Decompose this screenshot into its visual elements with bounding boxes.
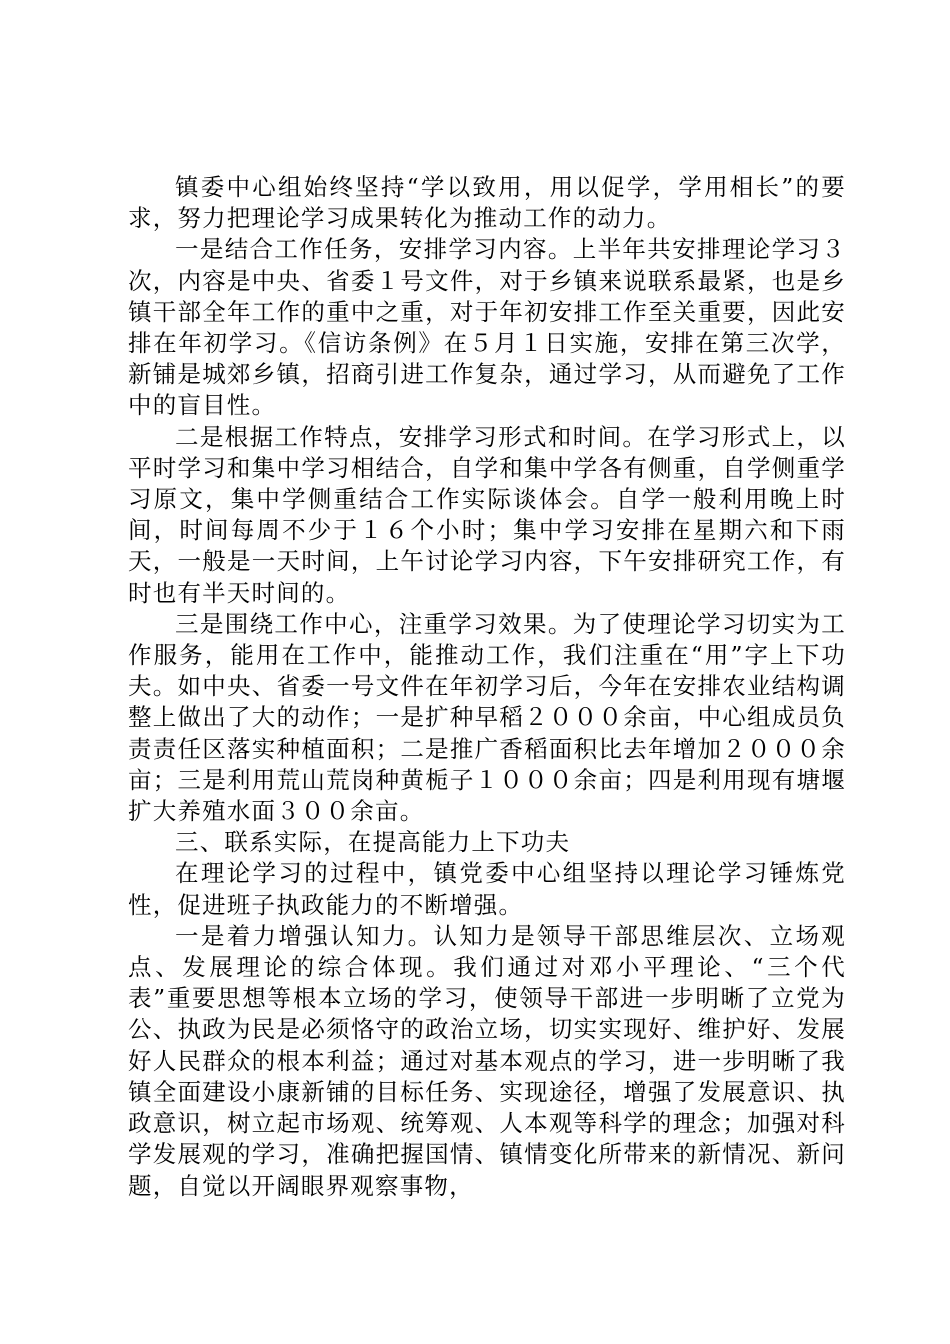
paragraph-intro: 镇委中心组始终坚持“学以致用，用以促学，学用相长”的要求，努力把理论学习成果转化为推动工作的动力。 [128, 173, 846, 233]
paragraph-point-three: 三是围绕工作中心，注重学习效果。为了使理论学习切实为工作服务，能用在工作中，能推动工作，我们注重在“用”字上下功夫。如中央、省委一号文件在年初学习后，今年在安排农业结构调整上做出了大的动作；一是扩种早稻２０００余亩，中心组成员负责责任区落实种植面积；二是推广香稻面积比去年增加２０００余亩；三是利用荒山荒岗种黄栀子１０００余亩；四是利用现有塘堰扩大养殖水面３００余亩。 [128, 609, 846, 826]
paragraph-cognition: 一是着力增强认知力。认知力是领导干部思维层次、立场观点、发展理论的综合体现。我们通过对邓小平理论、“三个代表”重要思想等根本立场的学习，使领导干部进一步明晰了立党为公、执政为民是必须恪守的政治立场，切实实现好、维护好、发展好人民群众的根本利益；通过对基本观点的学习，进一步明晰了我镇全面建设小康新铺的目标任务、实现途径，增强了发展意识、执政意识，树立起市场观、统筹观、人本观等科学的理念；加强对科学发展观的学习，准确把握国情、镇情变化所带来的新情况、新问题，自觉以开阔眼界观察事物， [128, 921, 846, 1200]
paragraph-point-one: 一是结合工作任务，安排学习内容。上半年共安排理论学习３次，内容是中央、省委１号文件，对于乡镇来说联系最紧，也是乡镇干部全年工作的重中之重，对于年初安排工作至关重要，因此安排在年初学习。《信访条例》在５月１日实施，安排在第三次学，新铺是城郊乡镇，招商引进工作复杂，通过学习，从而避免了工作中的盲目性。 [128, 235, 846, 420]
paragraph-section-intro: 在理论学习的过程中，镇党委中心组坚持以理论学习锤炼党性，促进班子执政能力的不断增强。 [128, 859, 846, 919]
section-heading-three: 三、联系实际，在提高能力上下功夫 [175, 828, 571, 857]
paragraph-point-two: 二是根据工作特点，安排学习形式和时间。在学习形式上，以平时学习和集中学习相结合，自学和集中学各有侧重，自学侧重学习原文，集中学侧重结合工作实际谈体会。自学一般利用晚上时间，时间每周不少于１６个小时；集中学习安排在星期六和下雨天，一般是一天时间，上午讨论学习内容，下午安排研究工作，有时也有半天时间的。 [128, 422, 846, 607]
document-body [128, 172, 846, 1202]
